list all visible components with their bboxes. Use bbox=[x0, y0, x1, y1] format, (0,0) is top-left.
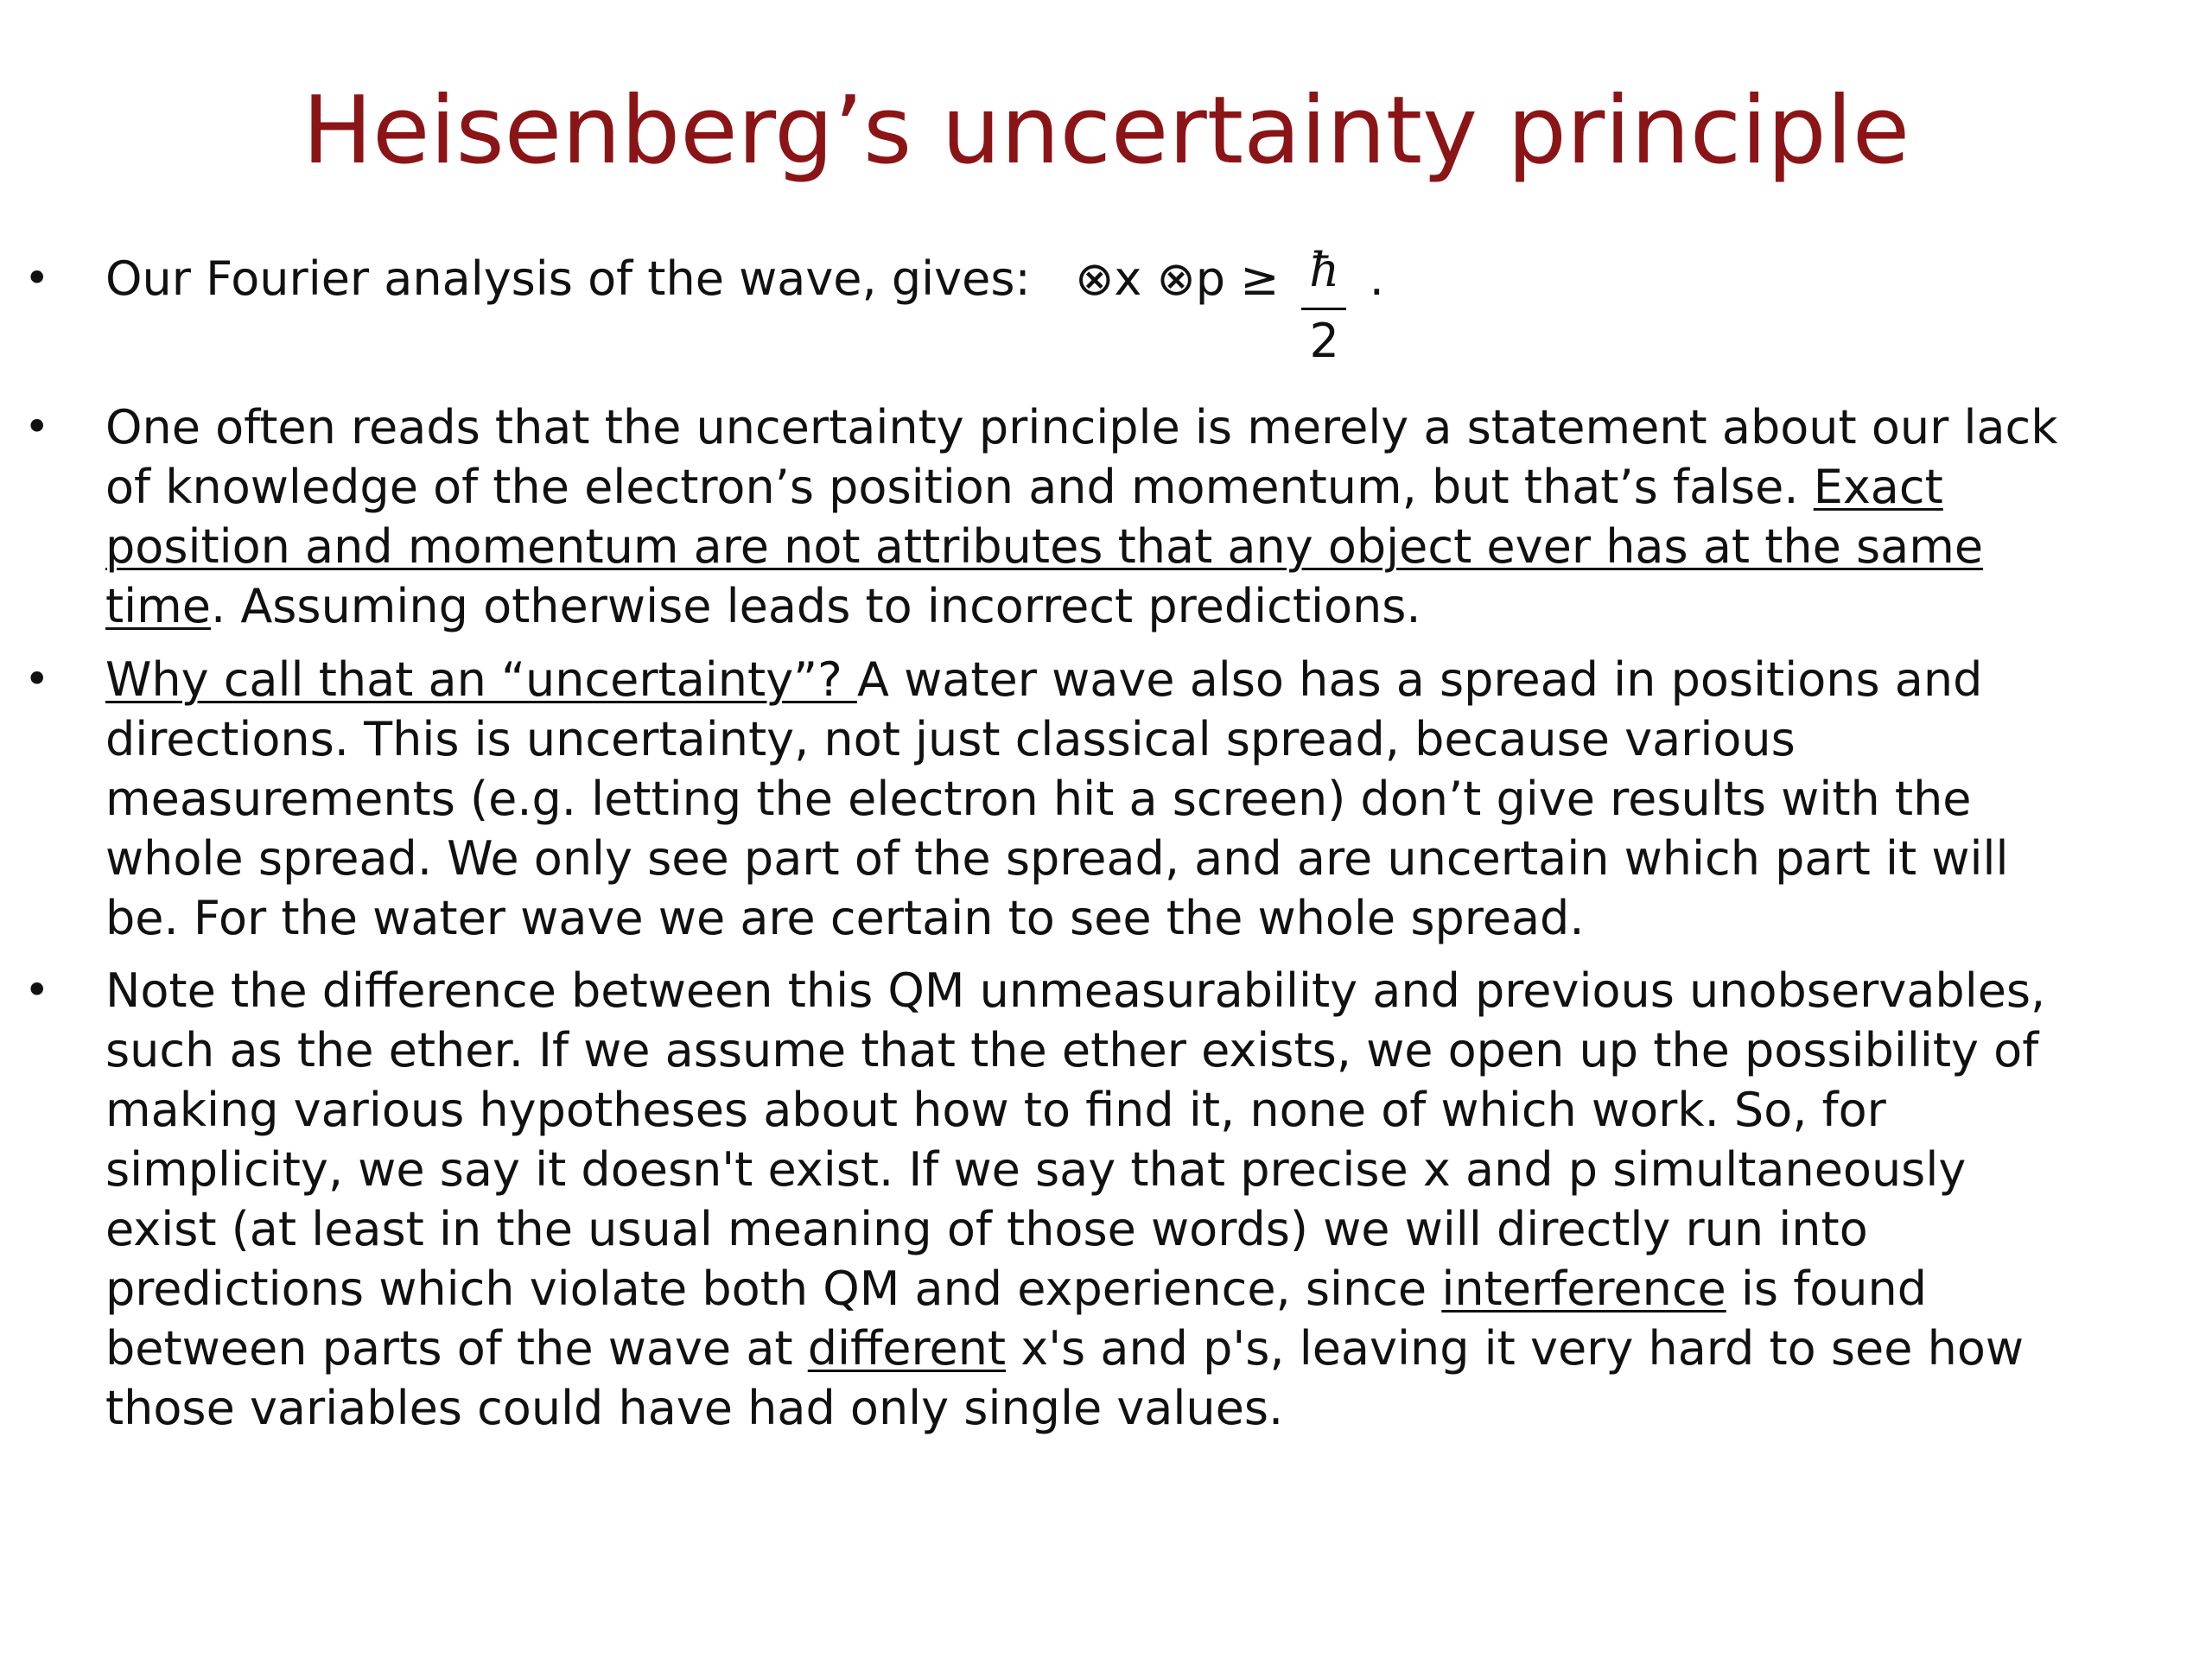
text-run: x's and p's, leaving it very hard to see how bbox=[1006, 1321, 2024, 1376]
text-line bbox=[105, 243, 2196, 368]
text-line: One often reads that the uncertainty principle is merely a statement about our lack bbox=[105, 400, 2058, 454]
text-line: directions. This is uncertainty, not just classical spread, because various bbox=[105, 712, 1796, 766]
bullet-text bbox=[105, 650, 2196, 948]
uncertainty-formula-lhs: ⊗x ⊗p ≥ bbox=[1075, 251, 1280, 306]
fraction-bar bbox=[1301, 308, 1346, 310]
underlined-text: position and momentum are not attributes that any object ever has at the same bbox=[105, 519, 1984, 574]
bullet-text bbox=[105, 243, 2196, 368]
text-line bbox=[105, 650, 2196, 709]
underlined-text: different bbox=[807, 1321, 1007, 1376]
text-line: measurements (e.g. letting the electron hit a screen) don’t give results with the bbox=[105, 772, 1972, 826]
text-line bbox=[105, 1259, 2196, 1319]
hbar-over-two-fraction bbox=[1294, 243, 1355, 368]
bullet-marker: • bbox=[24, 402, 50, 452]
fraction-numerator: ħ bbox=[1309, 243, 1340, 297]
underlined-text: time bbox=[105, 579, 212, 633]
bullet-text bbox=[105, 961, 2196, 1438]
text-line: exist (at least in the usual meaning of those words) we will directly run into bbox=[105, 1202, 1868, 1256]
text-line: Note the difference between this QM unmeasurability and previous unobservables, bbox=[105, 963, 2046, 1018]
text-line bbox=[105, 457, 2196, 517]
text-line: whole spread. We only see part of the spread, and are uncertain which part it will bbox=[105, 831, 2009, 886]
text-run: . bbox=[211, 579, 241, 633]
bullet-text bbox=[105, 397, 2196, 636]
text-line: those variables could have had only single values. bbox=[105, 1381, 1284, 1435]
text-run: between parts of the wave at bbox=[105, 1321, 808, 1376]
text-line: be. For the water wave we are certain to see the whole spread. bbox=[105, 891, 1585, 945]
bullet-marker: • bbox=[24, 253, 50, 303]
text-run: Assuming otherwise leads to incorrect predictions. bbox=[240, 579, 1421, 633]
underlined-text: interference bbox=[1441, 1262, 1726, 1316]
text-run: predictions which violate both QM and experience, since bbox=[105, 1262, 1442, 1316]
text-line: making various hypotheses about how to find it, none of which work. So, for bbox=[105, 1083, 1886, 1137]
fourier-sentence: Our Fourier analysis of the wave, gives: bbox=[105, 251, 1031, 306]
fraction-denominator: 2 bbox=[1309, 314, 1339, 368]
bullet-marker: • bbox=[24, 654, 50, 704]
text-run: of knowledge of the electron’s position and momentum, but that’s false. bbox=[105, 460, 1814, 514]
underlined-text: Exact bbox=[1813, 460, 1943, 514]
text-line: simplicity, we say it doesn't exist. If we say that precise x and p simultaneously bbox=[105, 1142, 1967, 1197]
text-run: is found bbox=[1726, 1262, 1927, 1316]
bullet-marker: • bbox=[24, 965, 50, 1015]
text-line bbox=[105, 1319, 2196, 1378]
text-line: such as the ether. If we assume that the ether exists, we open up the possibility of bbox=[105, 1023, 2039, 1077]
text-run: A water wave also has a spread in positions and bbox=[856, 652, 1983, 707]
slide-title: Heisenberg’s uncertainty principle bbox=[302, 77, 1910, 185]
text-line bbox=[105, 576, 2196, 636]
formula-period: . bbox=[1369, 251, 1384, 306]
text-line bbox=[105, 517, 2196, 576]
underlined-text: Why call that an “uncertainty”? bbox=[105, 652, 857, 707]
